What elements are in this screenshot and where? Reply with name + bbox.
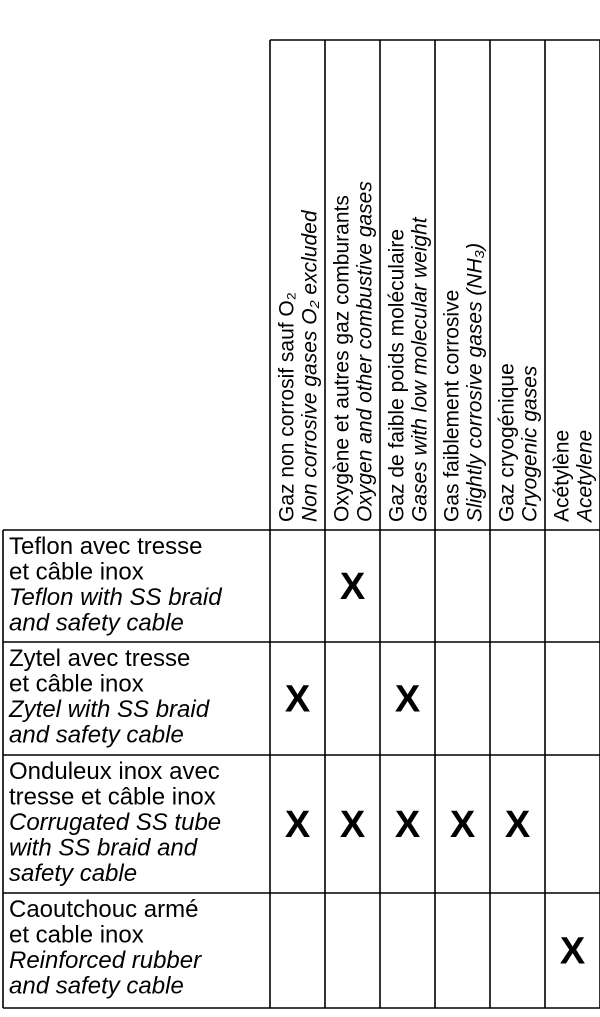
compatible-mark: X [284, 678, 311, 721]
row-label [9, 896, 202, 1000]
column-header [496, 363, 542, 522]
row-label-en-line: and safety cable [9, 721, 184, 749]
column-header-fr: Acétylène [550, 429, 574, 522]
column-header-en: Gases with low molecular weight [408, 217, 432, 522]
compatible-mark: X [394, 678, 421, 721]
row-label-fr-line: et câble inox [9, 558, 144, 586]
row-label-en-line: with SS braid and [9, 834, 198, 862]
row-label-fr-line: Caoutchouc armé [9, 896, 199, 923]
row-label-fr-line: tresse et câble inox [9, 783, 216, 811]
column-header [551, 430, 597, 524]
compatible-mark: X [559, 930, 586, 973]
column-header-en: Cryogenic gases [518, 365, 542, 522]
row-label-fr-line: Onduleux inox avec [9, 758, 220, 785]
row-label-en-line: and safety cable [9, 609, 184, 637]
row-label-fr-line: Zytel avec tresse [9, 645, 191, 672]
row-label-en-line: Corrugated SS tube [9, 809, 222, 836]
compatible-mark: X [284, 804, 311, 846]
compatible-mark: X [339, 566, 366, 608]
compatible-mark: X [394, 804, 421, 846]
row-label-en-line: safety cable [9, 860, 138, 887]
compatible-mark: X [504, 804, 531, 846]
row-label [9, 758, 221, 887]
column-header-en: Oxygen and other combustive gases [353, 181, 377, 522]
row-label [9, 533, 222, 637]
row-label-en-line: Teflon with SS braid [9, 584, 222, 611]
column-header-fr: Gas faiblement corrosive [440, 289, 464, 522]
compatible-mark: X [339, 804, 366, 846]
column-header-fr: Gaz cryogénique [495, 363, 519, 522]
column-header [386, 216, 432, 522]
column-header-en: Slightly corrosive gases (NH₃) [463, 242, 487, 522]
column-header-en: Acetylene [573, 429, 597, 522]
compatible-mark: X [449, 804, 476, 846]
column-header [441, 243, 487, 522]
row-label-fr-line: et câble inox [9, 670, 144, 698]
row-label-fr-line: et cable inox [9, 921, 144, 949]
column-header [276, 209, 322, 522]
column-header [331, 181, 377, 522]
row-label-fr-line: Teflon avec tresse [9, 533, 203, 560]
row-label-en-line: and safety cable [9, 972, 184, 1000]
column-headers [276, 181, 597, 524]
column-header-fr: Gaz de faible poids moléculaire [385, 229, 409, 522]
row-label-en-line: Zytel with SS braid [9, 696, 210, 723]
row-label [8, 645, 210, 749]
column-header-en: Non corrosive gases O₂ excluded [298, 210, 322, 522]
column-header-fr: Gaz non corrosif sauf O₂ [275, 292, 299, 522]
row-labels [8, 533, 222, 1000]
column-header-fr: Oxygène et autres gaz comburants [330, 195, 354, 522]
row-label-en-line: Reinforced rubber [9, 947, 202, 974]
